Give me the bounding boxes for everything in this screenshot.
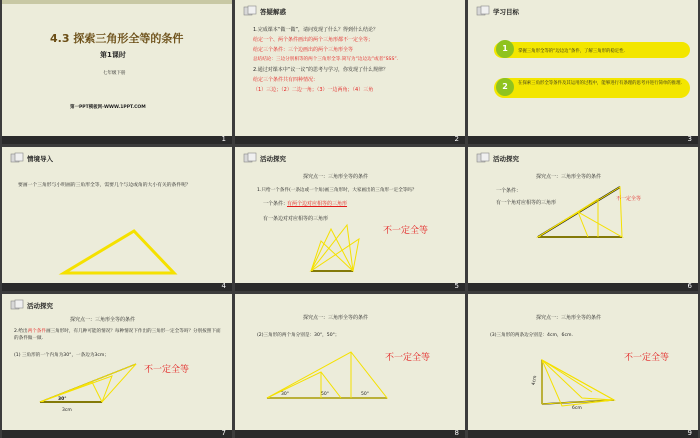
header-title: 学习目标 bbox=[493, 7, 519, 16]
result-label: 不一定全等 bbox=[383, 226, 429, 236]
footer-bar bbox=[235, 430, 465, 438]
slide-header bbox=[476, 5, 519, 17]
text-line: 2.通过对课本中“议一议”的思考与学习，你发现了什么规律？ bbox=[253, 67, 388, 73]
goal-number-2: 2 bbox=[496, 78, 514, 96]
angle-label: 50° bbox=[361, 392, 369, 397]
slide-thumbnail-1[interactable] bbox=[2, 0, 232, 144]
topic-label: 探究点一：三角形全等的条件 bbox=[536, 315, 602, 321]
slide-header bbox=[243, 152, 286, 164]
length-label: 6cm bbox=[572, 406, 582, 411]
slide-thumbnail-3[interactable] bbox=[468, 0, 698, 144]
question-part: 2.给出 bbox=[14, 329, 28, 334]
slide-thumbnail-2[interactable] bbox=[235, 0, 465, 144]
header-title: 答疑解惑 bbox=[260, 7, 286, 16]
condition-text: 有两个边对应相等的三角形 bbox=[287, 201, 348, 207]
condition-text: (2)三角形的两个角分别是：30°，50°； bbox=[257, 333, 340, 338]
condition-label: 一个条件： bbox=[496, 188, 522, 194]
result-label: 不一定全等 bbox=[624, 353, 670, 363]
question-text: 要画一个三角形与小明画的三角形全等，需要几个与边或角的大小有关的条件呢？ bbox=[18, 183, 191, 188]
angle-label: 30° bbox=[281, 392, 289, 397]
cube-icon bbox=[10, 299, 24, 311]
text-line: 给定三个条件：三个边画出的两个三角形全等 bbox=[253, 47, 354, 53]
length-label: 3cm bbox=[62, 408, 72, 413]
slide-thumbnail-9[interactable] bbox=[468, 294, 698, 438]
goal-text-2: 在探索三角形全等条件及其运用的过程中，能够进行有条理的思考并进行简单的推理. bbox=[518, 81, 682, 86]
slide-number: 5 bbox=[454, 282, 459, 290]
slide-thumbnail-8[interactable] bbox=[235, 294, 465, 438]
slide-number: 7 bbox=[221, 429, 226, 437]
condition-text: 有一个角对应相等的三角形 bbox=[496, 200, 557, 206]
text-line: 给定三个条件共有四种情况： bbox=[253, 77, 319, 83]
slide-thumbnail-4[interactable] bbox=[2, 147, 232, 291]
result-label: 不一定全等 bbox=[616, 196, 642, 202]
footer-bar bbox=[2, 136, 232, 144]
cube-icon bbox=[243, 152, 257, 164]
text-line: 给定一个、两个条件画出的两个三角形都不一定全等； bbox=[253, 37, 374, 43]
condition-text-2: 有一条边对对应相等的三角形 bbox=[263, 216, 329, 222]
topic-label: 探究点一：三角形全等的条件 bbox=[303, 315, 369, 321]
lesson-label: 第1课时 bbox=[100, 51, 126, 59]
slide-number: 2 bbox=[454, 135, 459, 143]
slide-title: 4.3 探索三角形全等的条件 bbox=[50, 32, 184, 45]
length-label: 4cm bbox=[531, 375, 539, 386]
footer-bar bbox=[468, 136, 698, 144]
slide-number: 4 bbox=[221, 282, 226, 290]
slide-number: 1 bbox=[221, 135, 226, 143]
footer-bar bbox=[2, 283, 232, 291]
angle-figure bbox=[528, 177, 628, 241]
result-label: 不一定全等 bbox=[144, 365, 190, 375]
cube-icon bbox=[476, 5, 490, 17]
header-title: 活动探究 bbox=[493, 154, 519, 163]
header-title: 情境导入 bbox=[27, 154, 53, 163]
slide-number: 9 bbox=[687, 429, 692, 437]
question-paragraph bbox=[14, 328, 224, 342]
topic-label: 探究点一：三角形全等的条件 bbox=[536, 174, 602, 180]
slide-thumbnail-7[interactable] bbox=[2, 294, 232, 438]
text-line: 总结结论：三边分别相等的两个三角形全等.简写为“边边边”或者“SSS”. bbox=[253, 57, 399, 62]
question-highlight: 两个条件 bbox=[27, 329, 46, 334]
footer-bar bbox=[468, 430, 698, 438]
topic-label: 探究点一：三角形全等的条件 bbox=[70, 317, 136, 323]
footer-bar bbox=[2, 430, 232, 438]
grade-label: 七年级下册 bbox=[103, 71, 126, 76]
header-title: 活动探究 bbox=[260, 154, 286, 163]
slide-header bbox=[10, 152, 53, 164]
condition-text: (3)三角形的两条边分别是：4cm，6cm. bbox=[490, 333, 573, 338]
site-label: 第一PPT模板网-WWW.1PPT.COM bbox=[70, 105, 146, 110]
question-part: 画三角形时，有几种可能的情况？每种情况下作出的三角形一定全等吗？分别按照下面的条件做一做. bbox=[14, 329, 221, 341]
slide-header bbox=[243, 5, 286, 17]
result-label: 不一定全等 bbox=[385, 353, 431, 363]
text-line: 1.完成课本“做一做”，请问发现了什么？得到什么结论？ bbox=[253, 27, 378, 33]
angle-label: 50° bbox=[321, 392, 329, 397]
slide-thumbnail-6[interactable] bbox=[468, 147, 698, 291]
triangle-figure bbox=[32, 360, 142, 410]
slide-number: 6 bbox=[687, 282, 692, 290]
cube-icon bbox=[10, 152, 24, 164]
footer-bar bbox=[235, 136, 465, 144]
header-title: 活动探究 bbox=[27, 301, 53, 310]
topic-label: 探究点一：三角形全等的条件 bbox=[303, 174, 369, 180]
cube-icon bbox=[243, 5, 257, 17]
question-text: 1.只给一个条件(一条边或一个角)画三角形时，大家画出的三角形一定全等吗？ bbox=[257, 188, 417, 193]
condition-label: 一个条件： bbox=[263, 201, 289, 207]
title-band-top bbox=[2, 0, 232, 4]
slide-thumbnail-5[interactable] bbox=[235, 147, 465, 291]
goal-text-1: 掌握三角形全等的“边边边”条件，了解三角形的稳定性. bbox=[518, 49, 625, 54]
text-line: （1）三边；（2）二边一角；（3）一边两角；（4）三角 bbox=[253, 87, 374, 93]
triangles-figure bbox=[307, 219, 377, 275]
slide-header bbox=[476, 152, 519, 164]
angle-label: 30° bbox=[58, 397, 67, 402]
footer-bar bbox=[235, 283, 465, 291]
triangle-figure bbox=[52, 227, 192, 279]
footer-bar bbox=[468, 283, 698, 291]
slide-header bbox=[10, 299, 53, 311]
goal-number-1: 1 bbox=[496, 40, 514, 58]
slide-number: 8 bbox=[454, 429, 459, 437]
condition-text: (1) 三角形的一个内角为30°，一条边为3cm； bbox=[14, 353, 109, 358]
cube-icon bbox=[476, 152, 490, 164]
slide-number: 3 bbox=[687, 135, 692, 143]
